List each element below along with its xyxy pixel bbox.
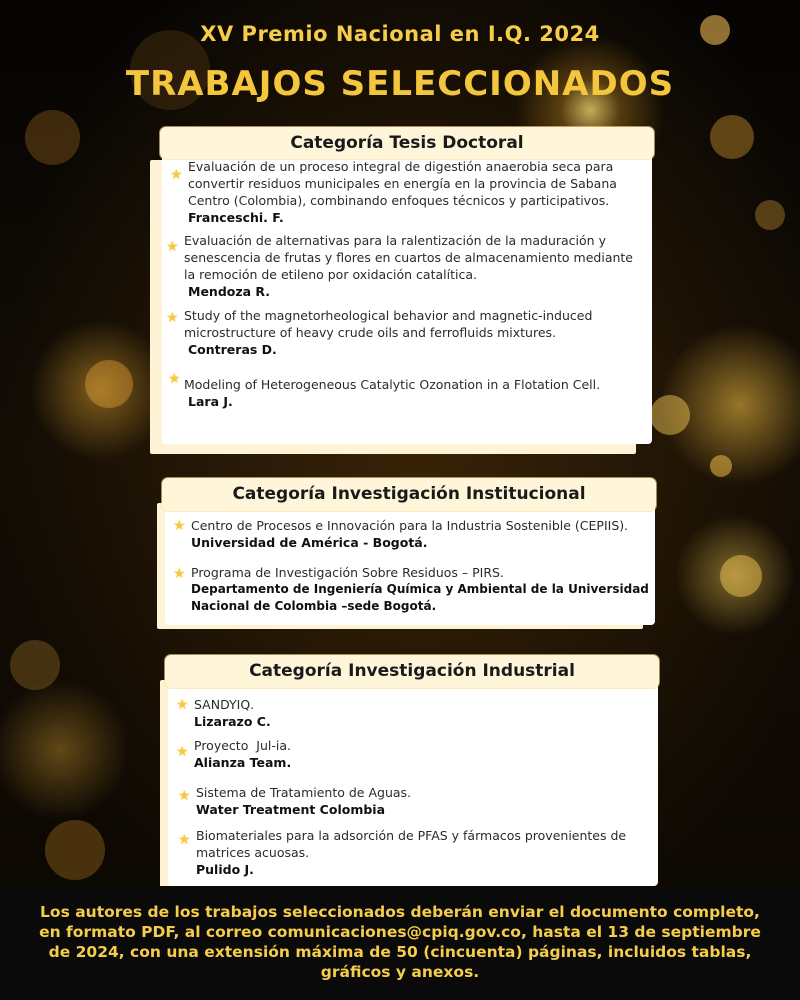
entry-author: Alianza Team.: [194, 755, 292, 770]
star-icon: ★: [178, 832, 191, 848]
list-item: [165, 517, 655, 551]
entry-author: Pulido J.: [196, 862, 254, 877]
section-card-tesis-doctoral: [162, 146, 652, 444]
entry-title: SANDYIQ.: [194, 697, 255, 712]
star-icon: ★: [166, 310, 179, 326]
entry-title: Centro de Procesos e Innovación para la Industria Sostenible (CEPIIS).: [191, 518, 629, 533]
section-heading-tesis-doctoral: Categoría Tesis Doctoral: [160, 127, 654, 159]
list-item: [162, 232, 652, 300]
entry-title: Evaluación de alternativas para la ralentización de la maduración y senescencia de frutas y flores en cuartos de almacenamiento mediante la remoción de etileno por oxidación catalítica.: [184, 233, 633, 282]
list-item: [168, 784, 658, 818]
entry-author: Franceschi. F.: [188, 210, 284, 225]
bokeh-light: [710, 115, 754, 159]
entry-title: Evaluación de un proceso integral de digestión anaerobia seca para convertir residuos municipales en energía en la provincia de Sabana Centro (Colombia), combinando enfoques técnicos y participativos.: [188, 159, 617, 208]
list-item: [168, 737, 658, 771]
entry-title: Study of the magnetorheological behavior and magnetic-induced microstructure of heavy crude oils and ferrofluids mixtures.: [184, 308, 593, 340]
bokeh-light: [755, 200, 785, 230]
star-icon: ★: [176, 697, 189, 713]
entry-author: Lizarazo C.: [194, 714, 271, 729]
entry-author: Contreras D.: [188, 342, 277, 357]
entry-title: Modeling of Heterogeneous Catalytic Ozonation in a Flotation Cell.: [184, 377, 601, 392]
section-heading-investigacion-institucional: Categoría Investigación Institucional: [162, 478, 656, 511]
star-icon: ★: [170, 167, 183, 183]
list-item: [162, 307, 652, 358]
entry-title: Proyecto Jul-ia.: [194, 738, 291, 753]
entry-author: Mendoza R.: [188, 284, 271, 299]
list-item: [162, 371, 652, 410]
entry-author: Water Treatment Colombia: [196, 802, 386, 817]
bokeh-light: [10, 640, 60, 690]
bokeh-light: [720, 555, 762, 597]
entry-title: Biomateriales para la adsorción de PFAS y fármacos provenientes de matrices acuosas.: [196, 828, 627, 860]
star-icon: ★: [173, 518, 186, 534]
section-heading-investigacion-industrial: Categoría Investigación Industrial: [165, 655, 659, 688]
section-card-investigacion-institucional: [165, 495, 655, 625]
star-icon: ★: [173, 566, 186, 582]
award-title: XV Premio Nacional en I.Q. 2024: [200, 22, 600, 46]
bokeh-light: [650, 395, 690, 435]
entry-title: Sistema de Tratamiento de Aguas.: [196, 785, 412, 800]
bokeh-light: [25, 110, 80, 165]
list-item: [165, 564, 655, 615]
star-icon: ★: [166, 239, 179, 255]
bokeh-light: [710, 455, 732, 477]
entry-author: Departamento de Ingeniería Química y Ambiental de la Universidad Nacional de Colombia –sede Bogotá.: [191, 582, 649, 613]
star-icon: ★: [176, 744, 189, 760]
footer-notice: [0, 886, 800, 1000]
entry-title: Programa de Investigación Sobre Residuos – PIRS.: [191, 565, 504, 580]
list-item: [162, 158, 652, 226]
bokeh-light: [45, 820, 105, 880]
bokeh-light: [85, 360, 133, 408]
page-title: TRABAJOS SELECCIONADOS: [125, 64, 675, 104]
submission-instructions: Los autores de los trabajos seleccionados deberán enviar el documento completo, en formato PDF, al correo comunicaciones@cpiq.gov.co, hasta el 13 de septiembre de 2024, con una extensión máxima de 50 (cincuenta) páginas, incluidos tablas, gráficos y anexos.: [39, 903, 761, 981]
section-card-investigacion-industrial: [168, 672, 658, 886]
entry-author: Lara J.: [188, 394, 233, 409]
entry-author: Universidad de América - Bogotá.: [191, 535, 428, 550]
list-item: [168, 827, 658, 878]
star-icon: ★: [168, 371, 181, 387]
list-item: [168, 696, 658, 730]
star-icon: ★: [178, 788, 191, 804]
